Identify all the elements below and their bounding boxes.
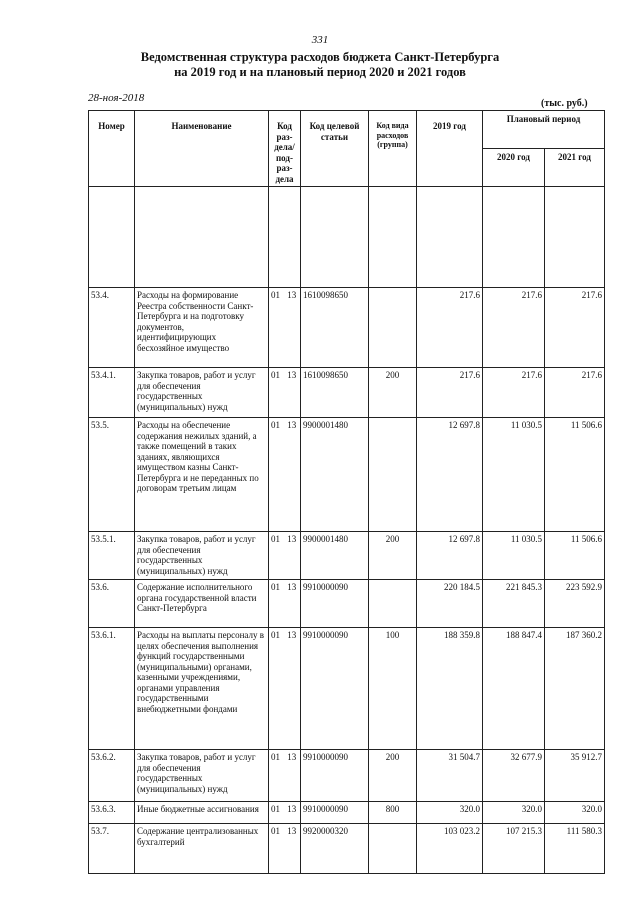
row-amount-2020: 221 845.3: [483, 580, 545, 628]
row-amount-2021: 35 912.7: [545, 750, 605, 802]
row-amount-2019: 31 504.7: [417, 750, 483, 802]
row-subsection: 13: [287, 630, 297, 640]
row-section-code: [269, 418, 301, 532]
row-amount-2021: 11 506.6: [545, 418, 605, 532]
row-number: 53.6.3.: [89, 802, 135, 824]
row-amount-2019: 217.6: [417, 288, 483, 368]
header-row: [89, 111, 605, 149]
table-row: [89, 802, 605, 824]
row-subsection: 13: [287, 826, 297, 836]
row-subsection: 13: [287, 752, 297, 762]
row-section: 01: [271, 804, 280, 814]
row-section: 01: [271, 420, 280, 430]
row-target-code: 9910000090: [301, 628, 369, 750]
document-title: [0, 50, 640, 80]
header-expense-type-code: Код вида расходов (группа): [369, 111, 417, 187]
row-subsection: 13: [287, 534, 297, 544]
row-subsection: 13: [287, 370, 297, 380]
row-amount-2019: 220 184.5: [417, 580, 483, 628]
row-target-code: 9910000090: [301, 750, 369, 802]
header-number: Номер: [89, 111, 135, 187]
row-expense-type: 100: [369, 628, 417, 750]
row-target-code: 9910000090: [301, 580, 369, 628]
row-name: Закупка товаров, работ и услуг для обеспечения государственных (муниципальных) нужд: [135, 750, 269, 802]
header-name: Наименование: [135, 111, 269, 187]
header-planned-period: Плановый период: [483, 111, 605, 149]
header-spacer-row: [89, 187, 605, 288]
row-name: Расходы на обеспечение содержания нежилых зданий, а также помещений в таких зданиях, являющихся имуществом казны Санкт-Петербурга и не переданных по договорам третьим лицам: [135, 418, 269, 532]
header-section-code: Код раз-дела/ под-раз-дела: [269, 111, 301, 187]
header-2020: 2020 год: [483, 149, 545, 187]
row-amount-2021: 11 506.6: [545, 532, 605, 580]
title-line-1: Ведомственная структура расходов бюджета Санкт-Петербурга: [140, 50, 500, 64]
table-row: [89, 628, 605, 750]
row-amount-2019: 217.6: [417, 368, 483, 418]
row-name: Закупка товаров, работ и услуг для обеспечения государственных (муниципальных) нужд: [135, 368, 269, 418]
header-2019: 2019 год: [417, 111, 483, 187]
row-amount-2021: 111 580.3: [545, 824, 605, 874]
row-expense-type: 200: [369, 368, 417, 418]
row-section-code: [269, 288, 301, 368]
row-name: Расходы на формирование Реестра собственности Санкт-Петербурга и на подготовку документов, идентифицирующих бесхозяйное имущество: [135, 288, 269, 368]
row-amount-2021: 217.6: [545, 368, 605, 418]
row-amount-2020: 217.6: [483, 368, 545, 418]
row-name: Содержание исполнительного органа государственной власти Санкт-Петербурга: [135, 580, 269, 628]
row-target-code: 1610098650: [301, 288, 369, 368]
title-line-2: на 2019 год и на плановый период 2020 и 2021 годов: [174, 65, 466, 79]
row-name: Иные бюджетные ассигнования: [135, 802, 269, 824]
row-section: 01: [271, 826, 280, 836]
row-expense-type: [369, 288, 417, 368]
row-expense-type: [369, 580, 417, 628]
table-row: [89, 418, 605, 532]
row-section: 01: [271, 370, 280, 380]
row-amount-2019: 188 359.8: [417, 628, 483, 750]
row-amount-2019: 320.0: [417, 802, 483, 824]
row-section-code: [269, 824, 301, 874]
row-section-code: [269, 750, 301, 802]
header-target-code: Код целевой статьи: [301, 111, 369, 187]
row-number: 53.6.1.: [89, 628, 135, 750]
row-section: 01: [271, 582, 280, 592]
table-row: [89, 824, 605, 874]
row-amount-2019: 12 697.8: [417, 418, 483, 532]
row-section-code: [269, 580, 301, 628]
row-section-code: [269, 368, 301, 418]
row-amount-2019: 103 023.2: [417, 824, 483, 874]
row-subsection: 13: [287, 804, 297, 814]
row-number: 53.7.: [89, 824, 135, 874]
header-2021: 2021 год: [545, 149, 605, 187]
row-amount-2020: 11 030.5: [483, 418, 545, 532]
row-amount-2020: 217.6: [483, 288, 545, 368]
row-target-code: 9900001480: [301, 532, 369, 580]
row-target-code: 9920000320: [301, 824, 369, 874]
table-row: [89, 750, 605, 802]
row-amount-2019: 12 697.8: [417, 532, 483, 580]
row-section-code: [269, 802, 301, 824]
row-number: 53.4.1.: [89, 368, 135, 418]
row-number: 53.6.2.: [89, 750, 135, 802]
document-date: 28-ноя-2018: [88, 92, 145, 104]
row-expense-type: 200: [369, 750, 417, 802]
row-expense-type: [369, 418, 417, 532]
table-row: [89, 368, 605, 418]
row-target-code: 1610098650: [301, 368, 369, 418]
row-amount-2020: 320.0: [483, 802, 545, 824]
row-name: Закупка товаров, работ и услуг для обеспечения государственных (муниципальных) нужд: [135, 532, 269, 580]
row-amount-2021: 223 592.9: [545, 580, 605, 628]
row-amount-2021: 217.6: [545, 288, 605, 368]
row-name: Расходы на выплаты персоналу в целях обеспечения выполнения функций государственными (муниципальными) органами, казенными учреждениями, органами управления государственными внебюджетными фондами: [135, 628, 269, 750]
row-section: 01: [271, 290, 280, 300]
row-amount-2021: 320.0: [545, 802, 605, 824]
row-amount-2020: 107 215.3: [483, 824, 545, 874]
page-number: 331: [311, 34, 329, 46]
row-amount-2020: 188 847.4: [483, 628, 545, 750]
units-label: (тыс. руб.): [541, 98, 588, 109]
row-number: 53.5.: [89, 418, 135, 532]
row-section-code: [269, 532, 301, 580]
table-body: [89, 288, 605, 874]
budget-table: [88, 110, 605, 874]
row-amount-2020: 32 677.9: [483, 750, 545, 802]
row-number: 53.4.: [89, 288, 135, 368]
row-expense-type: 800: [369, 802, 417, 824]
table-row: [89, 580, 605, 628]
row-target-code: 9900001480: [301, 418, 369, 532]
row-expense-type: 200: [369, 532, 417, 580]
row-subsection: 13: [287, 420, 297, 430]
row-amount-2021: 187 360.2: [545, 628, 605, 750]
row-amount-2020: 11 030.5: [483, 532, 545, 580]
row-section-code: [269, 628, 301, 750]
row-subsection: 13: [287, 290, 297, 300]
table-row: [89, 288, 605, 368]
row-section: 01: [271, 534, 280, 544]
row-number: 53.5.1.: [89, 532, 135, 580]
row-number: 53.6.: [89, 580, 135, 628]
row-section: 01: [271, 630, 280, 640]
row-subsection: 13: [287, 582, 297, 592]
row-expense-type: [369, 824, 417, 874]
table-row: [89, 532, 605, 580]
row-name: Содержание централизованных бухгалтерий: [135, 824, 269, 874]
row-target-code: 9910000090: [301, 802, 369, 824]
row-section: 01: [271, 752, 280, 762]
